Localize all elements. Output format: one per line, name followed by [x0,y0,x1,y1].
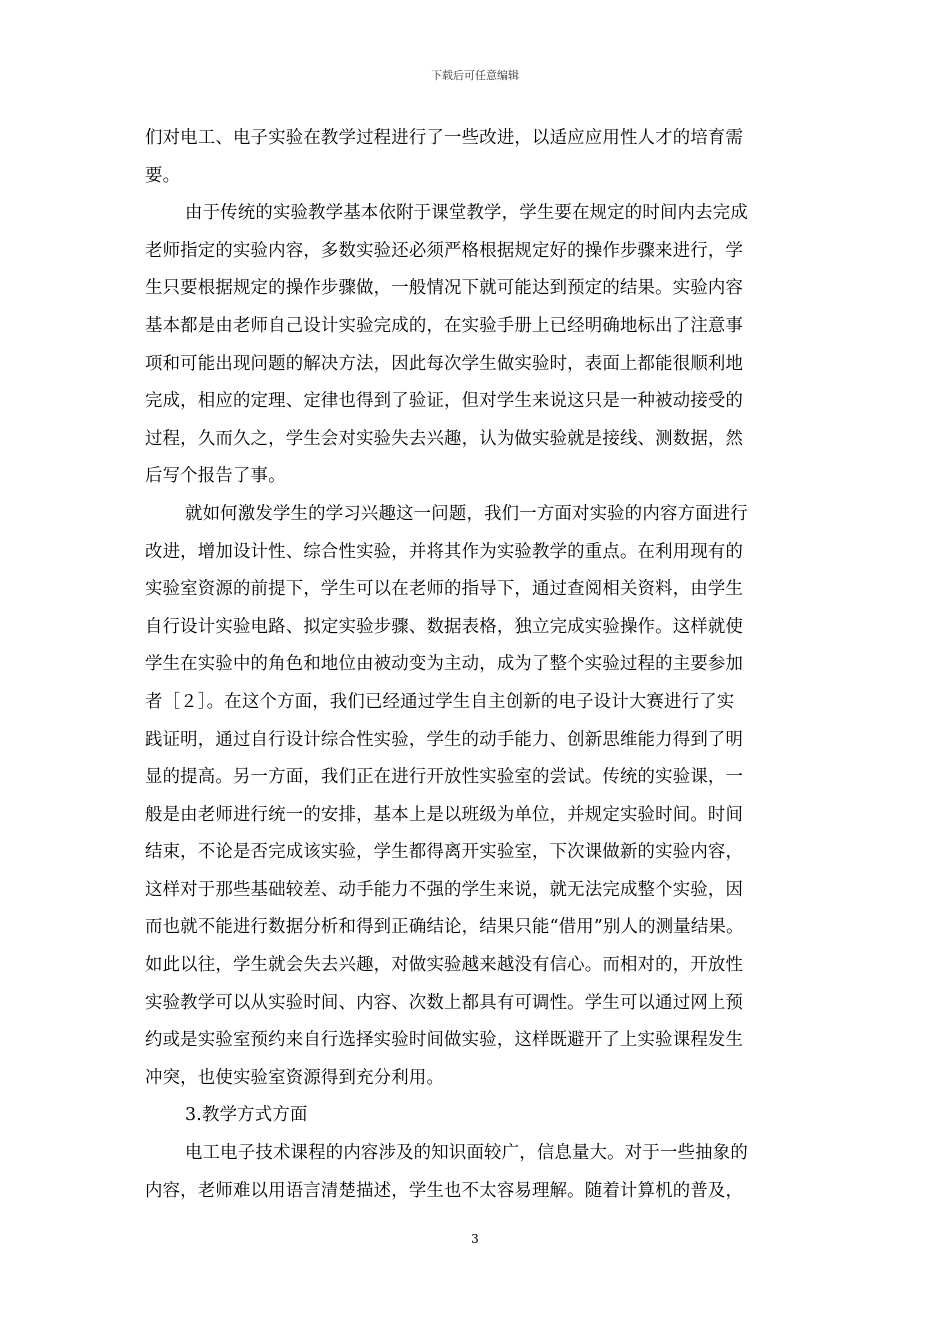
text-line: 改进，增加设计性、综合性实验，并将其作为实验教学的重点。在利用现有的 [145,541,744,562]
page-header: 下载后可任意编辑 [431,69,519,82]
paragraph-start-line: 由于传统的实验教学基本依附于课堂教学，学生要在规定的时间内去完成 [185,203,748,224]
text-line: 项和可能出现问题的解决方法，因此每次学生做实验时，表面上都能很顺利地 [145,353,744,374]
text-line: 这样对于那些基础较差、动手能力不强的学生来说，就无法完成整个实验，因 [145,879,744,900]
text-line: 实验室资源的前提下，学生可以在老师的指导下，通过查阅相关资料，由学生 [145,579,744,600]
paragraph-start-line: 就如何激发学生的学习兴趣这一问题，我们一方面对实验的内容方面进行 [185,503,748,524]
body-text [145,120,810,1210]
text-line: 后写个报告了事。 [145,466,286,487]
text-line: 要。 [145,165,181,186]
page-number: 3 [471,1232,479,1246]
text-line: 冲突，也使实验室资源得到充分利用。 [145,1067,445,1088]
text-line: 完成，相应的定理、定律也得到了验证，但对学生来说这只是一种被动接受的 [145,391,744,412]
text-line: 如此以往，学生就会失去兴趣，对做实验越来越没有信心。而相对的，开放性 [145,955,744,976]
text-line: 过程，久而久之，学生会对实验失去兴趣，认为做实验就是接线、测数据，然 [145,428,744,449]
text-line: 们对电工、电子实验在教学过程进行了一些改进，以适应应用性人才的培育需 [145,128,744,148]
text-line: 般是由老师进行统一的安排，基本上是以班级为单位，并规定实验时间。时间 [145,804,744,825]
text-line: 者［２］。在这个方面，我们已经通过学生自主创新的电子设计大赛进行了实 [145,691,735,712]
text-line: 而也就不能进行数据分析和得到正确结论，结果只能“借用”别人的测量结果。 [145,917,744,938]
text-line: 自行设计实验电路、拟定实验步骤、数据表格，独立完成实验操作。这样就使 [145,616,744,637]
text-line: 内容，老师难以用语言清楚描述，学生也不太容易理解。随着计算机的普及， [145,1180,744,1201]
text-line: 实验教学可以从实验时间、内容、次数上都具有可调性。学生可以通过网上预 [145,992,744,1013]
text-line: 显的提高。另一方面，我们正在进行开放性实验室的尝试。传统的实验课，一 [145,767,744,788]
section-heading: 3.教学方式方面 [185,1105,308,1126]
text-line: 基本都是由老师自己设计实验完成的，在实验手册上已经明确地标出了注意事 [145,315,744,336]
text-line: 学生在实验中的角色和地位由被动变为主动，成为了整个实验过程的主要参加 [145,654,744,675]
text-line: 结束，不论是否完成该实验，学生都得离开实验室，下次课做新的实验内容， [145,842,744,863]
text-line: 践证明，通过自行设计综合性实验，学生的动手能力、创新思维能力得到了明 [145,729,744,750]
text-line: 约或是实验室预约来自行选择实验时间做实验，这样既避开了上实验课程发生 [145,1030,744,1051]
text-line: 老师指定的实验内容，多数实验还必须严格根据规定好的操作步骤来进行，学 [145,240,744,261]
paragraph-start-line: 电工电子技术课程的内容涉及的知识面较广，信息量大。对于一些抽象的 [185,1143,748,1164]
text-line: 生只要根据规定的操作步骤做，一般情况下就可能达到预定的结果。实验内容 [145,278,744,299]
